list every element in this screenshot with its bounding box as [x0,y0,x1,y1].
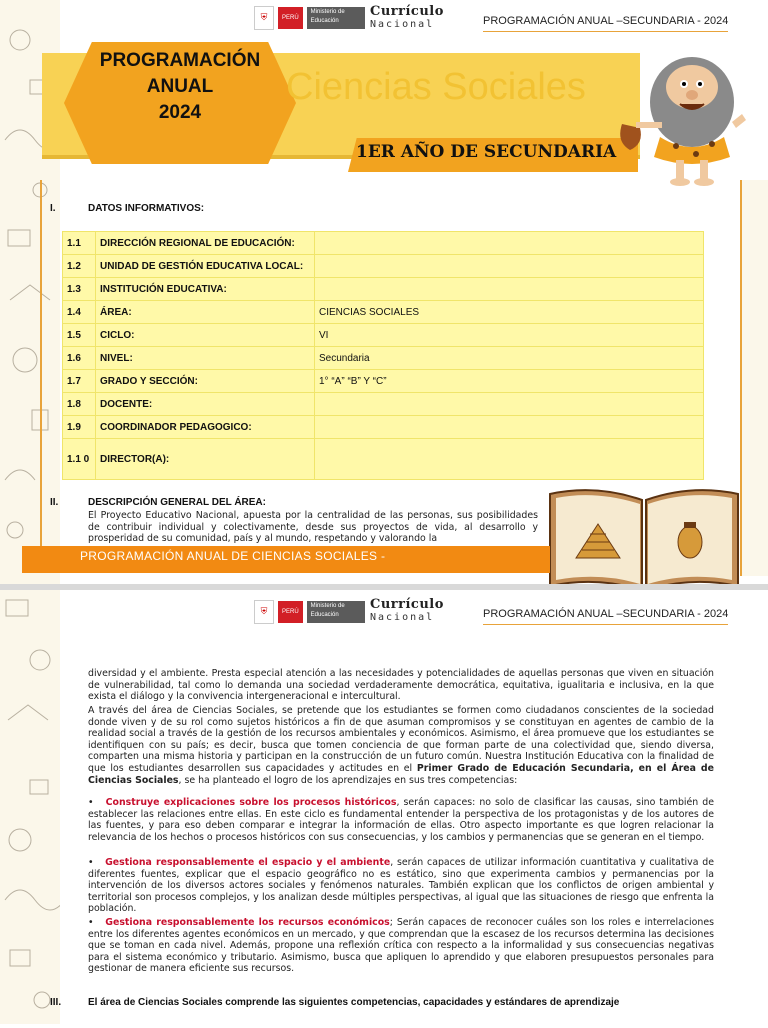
competency-title: Construye explicaciones sobre los procesos históricos [105,797,397,808]
section-3-number: III. [50,997,62,1008]
section-1-number: I. [50,203,56,214]
page-border-left [40,180,42,570]
area-description-purpose: A través del área de Ciencias Sociales, se pretende que los estudiantes se formen como ciudadanos conscientes de la sociedad donde viven y de su rol como sujetos históricos a fin de que asuman compromisos y se constituyan en agentes de cambio de la realidad social a través de la gestión de los recursos ambientales y económicos. Asimismo, el área promueve que los estudiantes se identifiquen con su país; es decir, busca que tomen conciencia de que forman parte de una colectividad que, siendo diversa, comparten una misma historia y participan en la construcción de un futuro común. Nuestra Institución Educativa con la finalidad de que los estudiantes desarrollen sus capacidades y actitudes en el Primer Grado de Educación Secundaria, en el Área de Ciencias Sociales, se ha planteado el logro de los aprendizajes en sus tres competencias: [88,705,714,786]
program-title: PROGRAMACIÓN ANUAL 2024 [99,50,261,123]
peru-label: PERÚ [278,7,303,29]
ministry-label: Ministerio de Educación [307,7,365,29]
subject-title: Ciencias Sociales [286,66,586,108]
competency-list-item: • Gestiona responsablemente el espacio y el ambiente, serán capaces de utilizar información cuantitativa y cualitativa de diferentes fuentes, explicar que el espacio geográfico no es estático, sino que experimenta cambios y permanencias por la intervención de los diversos actores sociales y fenómenos naturales. También explican que los conflictos de origen ambiental y territorial son procesos complejos, y los analizan desde múltiples perspectivas, al igual que las situaciones de riesgo que enfrenta la población. [88,857,714,915]
table-row: 1.2 UNIDAD DE GESTIÓN EDUCATIVA LOCAL: [63,255,704,278]
competency-list-item: • Construye explicaciones sobre los procesos históricos, serán capaces: no solo de clasificar las causas, sino también de establecer las relaciones entre ellas. En este ciclo es fundamental entender la perspectiva de los protagonistas y de los autores de las fuentes, y para eso deben comparar e integrar la información de ellas. Otro aspecto importante es que logren relacionar la relevancia de los hechos o procesos históricos con sus consecuencias, y los cambios y permanencias que se generan en el tiempo. [88,797,714,843]
area-description-continuation: diversidad y el ambiente. Presta especial atención a las necesidades y potencialidades de aquellas personas que viven en situación de vulnerabilidad, tal como lo demanda una sociedad verdaderamente democrática, equitativa, igualitaria e inclusiva, en la que exista el diálogo y la convivencia intergeneracional e intercultural. [88,668,714,703]
competency-title: Gestiona responsablemente el espacio y el ambiente [105,857,391,868]
table-row: 1.1 DIRECCIÓN REGIONAL DE EDUCACIÓN: [63,232,704,255]
section-1-title: DATOS INFORMATIVOS: [88,203,205,214]
table-row: 1.9 COORDINADOR PEDAGOGICO: [63,416,704,439]
section-2-title: DESCRIPCIÓN GENERAL DEL ÁREA: [88,497,266,508]
grade-title: 1ER AÑO DE SECUNDARIA [356,142,617,162]
header-document-title: PROGRAMACIÓN ANUAL –SECUNDARIA - 2024 [483,608,728,625]
section-3-title: El área de Ciencias Sociales comprende las siguientes competencias, capacidades y estándares de aprendizaje [88,997,620,1008]
competency-title: Gestiona responsablemente los recursos económicos [105,917,390,928]
peru-shield-icon: ⛨ [254,6,274,30]
header-document-title: PROGRAMACIÓN ANUAL –SECUNDARIA - 2024 [483,15,728,32]
peru-shield-icon: ⛨ [254,600,274,624]
open-book-illustration [546,488,742,588]
minedu-logo [254,600,365,624]
table-row: 1.8 DOCENTE: [63,393,704,416]
minedu-logo [254,6,365,30]
ministry-label: Ministerio de Educación [307,601,365,623]
footer-text: PROGRAMACIÓN ANUAL DE CIENCIAS SOCIALES - [80,549,386,563]
caveman-illustration [610,42,760,187]
competency-list-item: • Gestiona responsablemente los recursos económicos; Serán capaces de reconocer cuáles son los roles e interrelaciones entre los diferentes agentes económicos en un mercado, y que comprendan que la escasez de los recursos determina las decisiones que se toman en cada nivel. Además, propone una reflexión crítica con respecto a la informalidad y sus consecuencias negativas para el sistema económico y tributario. Asimismo, busca que apliquen lo aprendido y que elaboren presupuestos personales para gestionar de manera eficiente sus recursos. [88,917,714,975]
curriculo-nacional-logo: Currículo Nacional [370,597,444,623]
table-row: 1.7 GRADO Y SECCIÓN: 1° “A” “B” Y “C” [63,370,704,393]
informative-data-table [62,231,704,480]
doodle-background-right [742,180,768,576]
table-row: 1.1 0 DIRECTOR(A): [63,439,704,480]
table-row: 1.3 INSTITUCIÓN EDUCATIVA: [63,278,704,301]
table-row: 1.6 NIVEL: Secundaria [63,347,704,370]
table-row: 1.4 ÁREA: CIENCIAS SOCIALES [63,301,704,324]
curriculo-nacional-logo: Currículo Nacional [370,4,444,30]
page-separator [0,584,768,590]
peru-label: PERÚ [278,601,303,623]
area-description-intro: El Proyecto Educativo Nacional, apuesta por la centralidad de las personas, sus posibilidades de contribuir individual y colectivamente, desde sus proyectos de vida, al desarrollo y prosperidad de su comunidad, país y al mundo, respetando y valorando la [88,510,538,545]
table-row: 1.5 CICLO: VI [63,324,704,347]
section-2-number: II. [50,497,59,508]
